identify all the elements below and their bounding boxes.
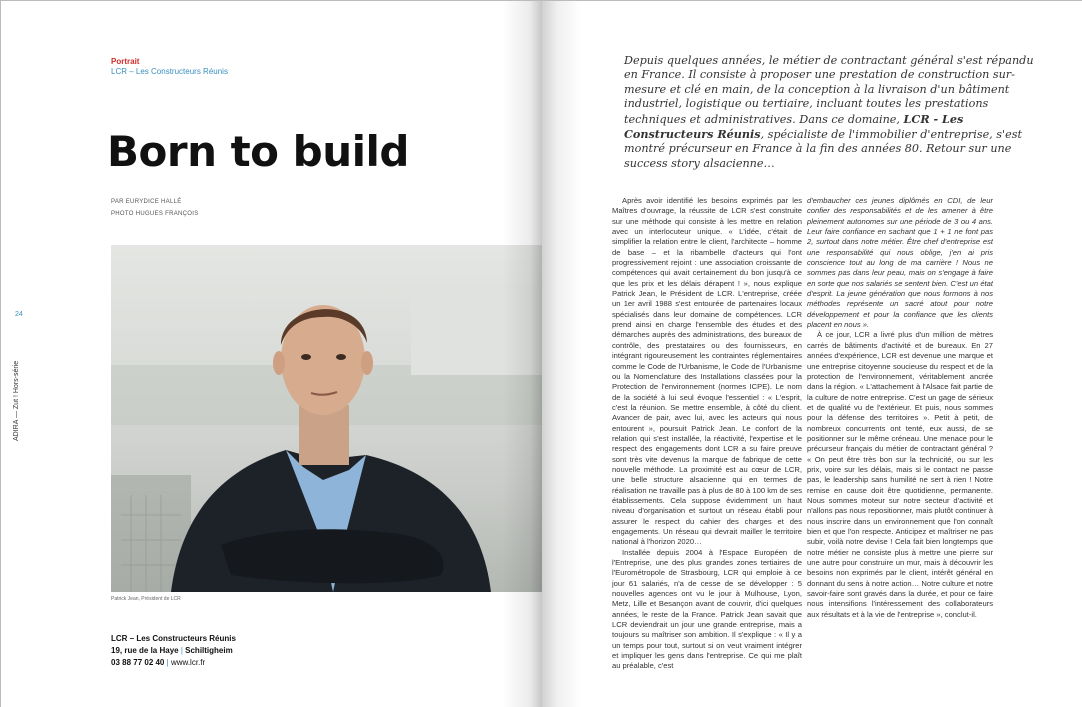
side-folio <box>15 311 29 511</box>
gutter-shadow <box>502 1 542 707</box>
website-link[interactable]: www.lcr.fr <box>170 658 206 667</box>
address-line <box>111 645 236 657</box>
article-column-right <box>807 196 993 636</box>
paragraph: À ce jour, LCR a livré plus d'un million de mètres carrés de bâtiments d'activité et de bureaux. En 27 années d'expérience, LCR est devenue une marque et une entreprise citoyenne soucieuse du respect et de la protection de l'environnement, véritablement ancrée dans la région. « L'attachement à l'Alsace fait partie de la culture de notre entreprise. C'est un gage de sérieux et de qualité vu de l'extérieur. Et puis, nous sommes pour la défense des territoires ». Petit à petit, de nombreux concurrents ont tenté, eux aussi, de se positionner sur le même créneau. Une menace pour le précurseur français du métier de contractant général ? « On peut être très bon sur la technicité, ou sur les prix, voire sur les délais, mais si le contact ne passe pas, le leadership sans humilité ne sert à rien ! Notre remise en cause doit être quotidienne, permanente. Nous sommes moteur sur notre secteur d'activité et n'allons pas nous repositionner, mais plutôt continuer à nous inscrire dans un environnement que l'on connaît bien et que l'on respecte. Anticipez et maîtriser ne pas subir, voilà notre devise ! Cela fait bien longtemps que notre métier ne consiste plus à mettre une pierre sur une autre pour construire un mur, mais à découvrir les besoins non exprimés par le client, intérêt général en donnant du sens à notre action… Notre culture et notre savoir-faire sont gravés dans la durée, et pour ce faire nous intensifions l'intéressement des collaborateurs aux résultats et à la vie de l'entreprise », conclut-il. <box>807 330 993 619</box>
right-page <box>542 1 1082 707</box>
company-name: LCR – Les Constructeurs Réunis <box>111 634 236 643</box>
rubric-subtitle: LCR – Les Constructeurs Réunis <box>111 67 228 76</box>
street-address: 19, rue de la Haye <box>111 646 179 655</box>
article-column-left <box>612 196 802 671</box>
photo-credit: PHOTO HUGUES FRANÇOIS <box>111 211 199 217</box>
city: Schiltigheim <box>185 646 233 655</box>
paragraph: Installée depuis 2004 à l'Espace Européen de l'Entreprise, une des plus grandes zones tertiaires de l'Eurométropole de Strasbourg, LCR qui emploie à ce jour 61 salariés, n'a de cesse de se développer : 5 nouvelles agences ont vu le jour à Mulhouse, Lyon, Metz, Lille et Besançon avant de couvrir, d'ici quelques années, le reste de la France. Patrick Jean savait que LCR deviendrait un jour une grande entreprise, mais a toujours su maîtriser son ambition. Il s'explique : « Il y a un temps pour tout, surtout si on veut vraiment intégrer et impliquer les gens dans l'entreprise. Ce qui me plaît au préalable, c'est <box>612 547 802 671</box>
article-chapo <box>624 54 1044 171</box>
rubric-category: Portrait <box>111 57 140 66</box>
left-page <box>1 1 542 707</box>
phone-number: 03 88 77 02 40 <box>111 658 165 667</box>
contact-block <box>111 633 236 669</box>
portrait-photo <box>111 245 542 592</box>
chapo-text-end: , spécialiste de l'immobilier d'entreprise, s'est montré précurseur en France à la fin des années 80. Retour sur une success story alsacienne… <box>624 128 1022 170</box>
portrait-illustration <box>111 245 542 592</box>
magazine-name: ADIRA — Zut ! Hors-série <box>13 360 20 441</box>
separator: | <box>166 658 169 667</box>
rubric <box>111 57 228 77</box>
page-number: 24 <box>15 311 23 318</box>
paragraph: d'embaucher ces jeunes diplômés en CDI, de leur confier des responsabilités et de les amener à être pleinement autonomes sur une période de 3 ou 4 ans. Leur faire confiance en sachant que 1 + 1 ne font pas 2, surtout dans notre métier. Être chef d'entreprise est une responsabilité qui nous oblige, j'en ai pris conscience tout au long de ma carrière ! Nous ne sommes pas dans leur peau, mais on s'engage à faire en sorte que nos salariés se sentent bien. C'est un état d'esprit. La jeune génération que nous formons à nos méthodes représente un sacré atout pour notre développement et pour la confiance que les clients placent en nous ». <box>807 196 993 330</box>
separator: | <box>180 646 183 655</box>
photo-caption: Patrick Jean, Président de LCR <box>111 596 181 602</box>
gutter-shadow <box>542 1 582 707</box>
credits <box>111 196 199 220</box>
chapo-text: Depuis quelques années, le métier de contractant général s'est répandu en France. Il consiste à proposer une prestation de construction sur-mesure et clé en main, de la conception à la livraison d'un bâtiment industriel, logistique ou tertiaire, incluant toutes les prestations techniques et administratives. Dans ce domaine, <box>624 54 1034 126</box>
paragraph: Après avoir identifié les besoins exprimés par les Maîtres d'ouvrage, la réussite de LCR s'est construite sur une méthode qui consiste à les mettre en relation avec un interlocuteur unique. « L'idée, c'était de simplifier la relation entre le client, l'architecte – homme de base – et la ribambelle d'acteurs qui l'ont progressivement rejoint : une association croissante de compétences qui avait certainement du bon jusqu'à ce que les prix et les délais dérapent ! », nous explique Patrick Jean, le Président de LCR. L'entreprise, créée un 1er avril 1988 s'est entourée de partenaires locaux spécialisés dans leur domaine de compétences. LCR prend ainsi en charge l'ensemble des études et des démarches auprès des administrations, des bureaux de contrôle, des prestataires ou des fournisseurs, en intégrant rigoureusement les contraintes réglementaires comme le Code de l'Urbanisme, le Code de l'Urbanisme ou la Nomenclature des Installations classées pour la Protection de l'environnement (normes ICPE). Le nom de la société à lui seul évoque l'essentiel : « L'esprit, c'est la réunion. Se mettre ensemble, à côté du client. Avancer de pair, avec lui, avec les acteurs qui nous entourent », poursuit Patrick Jean. Le confort de la relation qui s'est installée, la réactivité, l'expertise et le respect des engagements dont LCR a su faire preuve sont très vite devenus la marque de fabrique de cette nouvelle méthode. La proximité est au cœur de LCR, une belle structure alsacienne qui en termes de réalisation ne travaille pas à plus de 80 à 100 km de ses établissements. Cela suppose évidemment un haut niveau d'organisation et surtout un réseau établi pour assurer le respect du cahier des charges et des engagements. Un réseau qui devrait mailler le territoire national à l'horizon 2020… <box>612 196 802 547</box>
author-credit: PAR EURYDICE HALLÉ <box>111 199 182 205</box>
contact-line <box>111 657 236 669</box>
chapo-company-name: LCR - Les Constructeurs Réunis <box>624 111 964 142</box>
article-title: Born to build <box>107 127 409 176</box>
